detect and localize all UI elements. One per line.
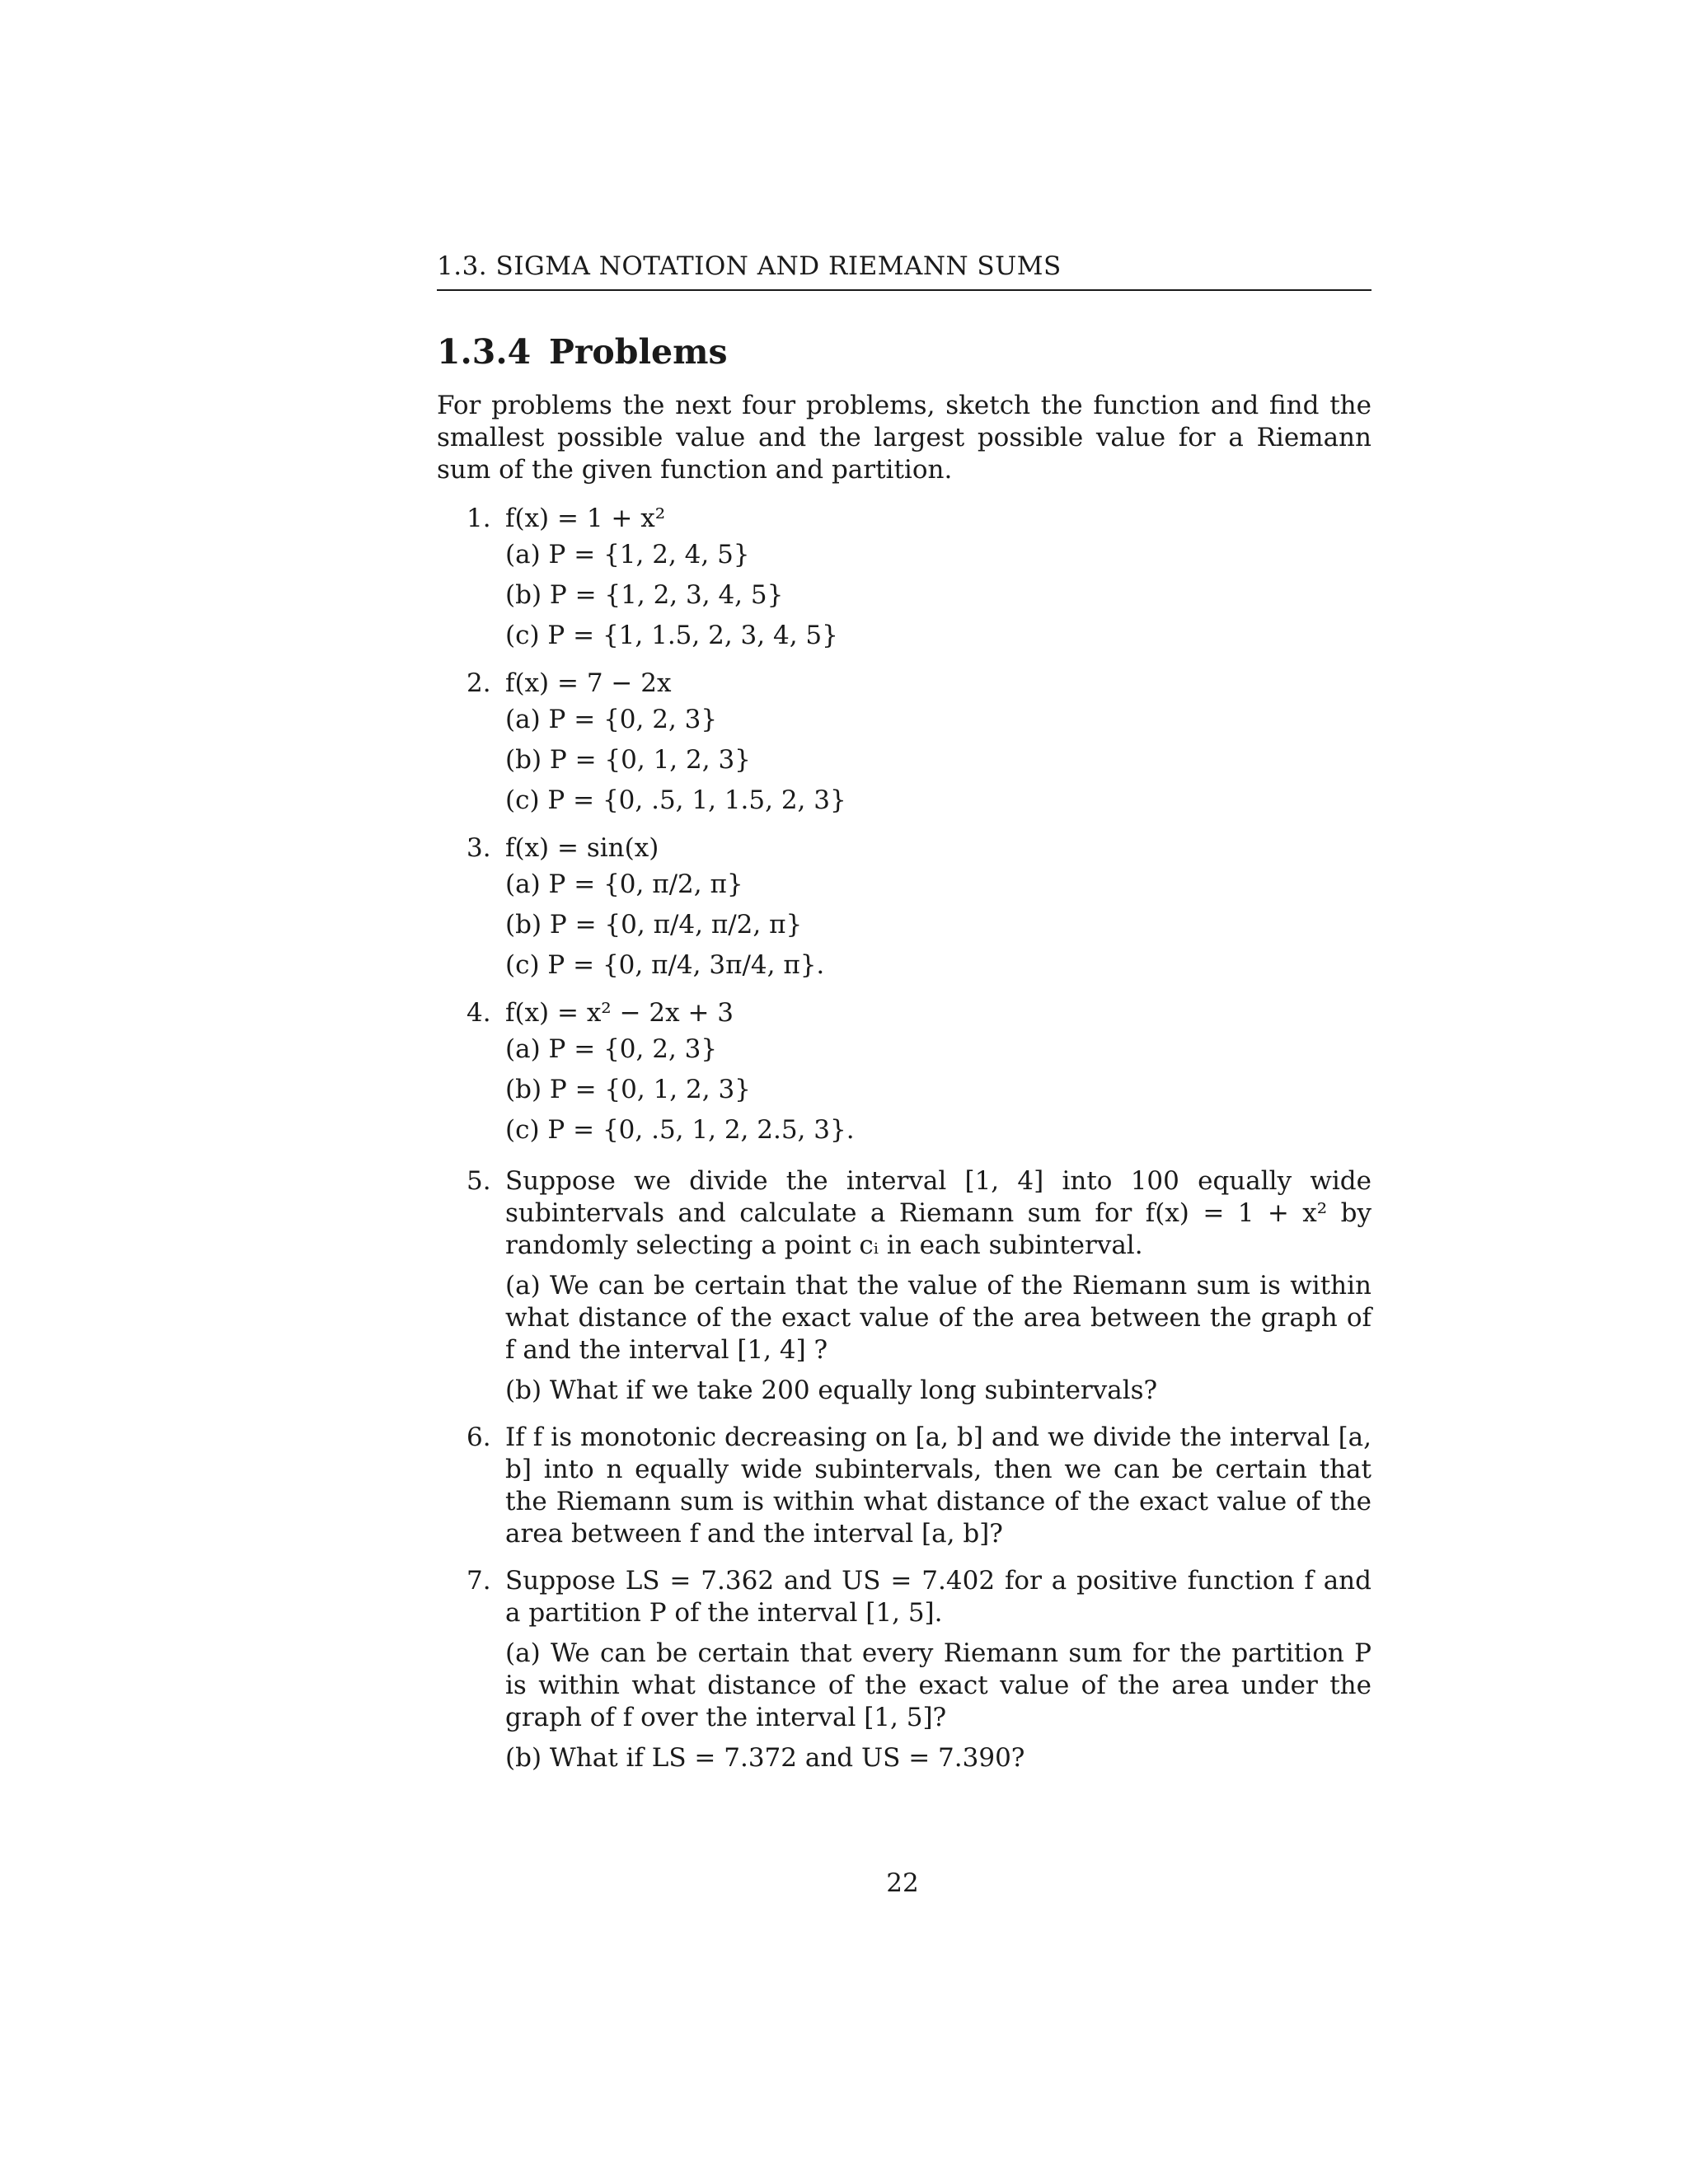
section-title: Problems	[549, 332, 728, 372]
page-number: 22	[886, 1868, 919, 1898]
section-number: 1.3.4	[437, 332, 532, 372]
problem-statement: f(x) = 7 − 2x	[505, 668, 672, 698]
problem-item	[437, 1422, 1372, 1550]
problem-part: (c) P = {0, .5, 1, 1.5, 2, 3}	[505, 785, 846, 815]
problem-item	[437, 668, 1372, 821]
problem-statement: f(x) = x² − 2x + 3	[505, 998, 734, 1028]
problem-number: 5.	[467, 1166, 491, 1196]
problem-item	[437, 503, 1372, 656]
problem-number: 1.	[467, 504, 491, 533]
problem-statement: If f is monotonic decreasing on [a, b] and we divide the interval [a, b] into n equally wide subintervals, then we can be certain that the Riemann sum is within what distance of the exact value of the area between f and the interval [a, b]?	[505, 1422, 1372, 1549]
problem-item	[437, 1165, 1372, 1407]
problem-part: (b) P = {1, 2, 3, 4, 5}	[505, 580, 784, 610]
running-head: 1.3. SIGMA NOTATION AND RIEMANN SUMS	[437, 251, 1372, 291]
problem-number: 6.	[467, 1422, 491, 1452]
problem-part: (c) P = {0, .5, 1, 2, 2.5, 3}.	[505, 1115, 855, 1145]
problem-number: 7.	[467, 1566, 491, 1596]
problem-part: (b) P = {0, 1, 2, 3}	[505, 745, 751, 775]
section-heading	[437, 331, 728, 373]
problem-part: (a) P = {0, π/2, π}	[505, 869, 743, 899]
problem-part: (b) What if we take 200 equally long subintervals?	[505, 1376, 1158, 1405]
problem-number: 4.	[467, 998, 491, 1028]
problem-part: (c) P = {1, 1.5, 2, 3, 4, 5}	[505, 621, 838, 650]
problem-part: (c) P = {0, π/4, 3π/4, π}.	[505, 950, 825, 980]
problem-statement: Suppose we divide the interval [1, 4] into 100 equally wide subintervals and calculate a Riemann sum for f(x) = 1 + x² by randomly selecting a point cᵢ in each subinterval.	[505, 1166, 1372, 1260]
problem-part: (b) What if LS = 7.372 and US = 7.390?	[505, 1743, 1025, 1773]
problem-part: (a) We can be certain that the value of the Riemann sum is within what distance of the exact value of the area between the graph of f and the interval [1, 4] ?	[505, 1271, 1372, 1365]
problem-item	[437, 997, 1372, 1151]
problem-statement: f(x) = sin(x)	[505, 833, 659, 863]
problem-item	[437, 832, 1372, 986]
problem-number: 3.	[467, 833, 491, 863]
problem-part: (a) P = {1, 2, 4, 5}	[505, 540, 750, 569]
problem-part: (b) P = {0, π/4, π/2, π}	[505, 910, 803, 940]
intro-paragraph: For problems the next four problems, sketch the function and find the smallest possible value and the largest possible value for a Riemann sum of the given function and partition.	[437, 391, 1372, 485]
problem-part: (a) P = {0, 2, 3}	[505, 1034, 718, 1064]
problem-statement: Suppose LS = 7.362 and US = 7.402 for a positive function f and a partition P of the interval [1, 5].	[505, 1566, 1372, 1628]
problem-part: (a) We can be certain that every Riemann sum for the partition P is within what distance of the exact value of the area under the graph of f over the interval [1, 5]?	[505, 1638, 1372, 1732]
problem-statement: f(x) = 1 + x²	[505, 504, 666, 533]
problem-part: (a) P = {0, 2, 3}	[505, 705, 718, 734]
problem-number: 2.	[467, 668, 491, 698]
problem-item	[437, 1565, 1372, 1774]
problem-list	[437, 503, 1372, 1786]
problem-part: (b) P = {0, 1, 2, 3}	[505, 1075, 751, 1104]
